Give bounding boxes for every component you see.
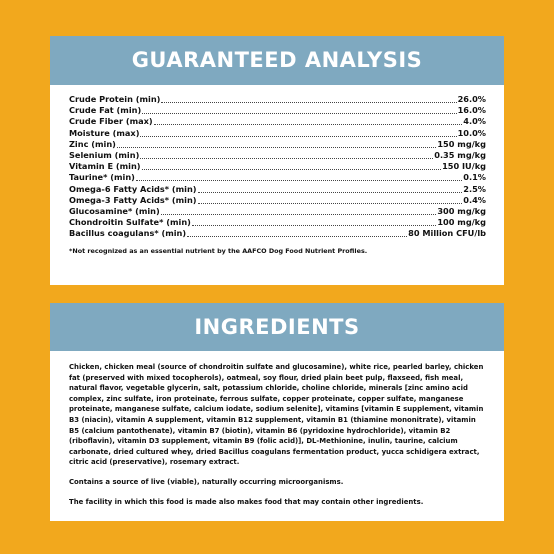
dot-leader xyxy=(154,117,463,125)
dot-leader xyxy=(192,218,436,226)
analysis-row xyxy=(69,172,486,183)
nutrient-name: Omega-6 Fatty Acids* (min) xyxy=(69,183,197,194)
nutrient-value: 100 mg/kg xyxy=(437,217,486,228)
nutrient-name: Bacillus coagulans* (min) xyxy=(69,228,187,239)
nutrient-value: 150 IU/kg xyxy=(442,161,486,172)
ingredients-body xyxy=(50,351,504,507)
analysis-row xyxy=(69,228,486,239)
nutrient-name: Taurine* (min) xyxy=(69,172,135,183)
nutrient-value: 10.0% xyxy=(457,127,486,138)
probiotic-statement: Contains a source of live (viable), naturally occurring microorganisms. xyxy=(69,477,344,486)
guaranteed-analysis-title: GUARANTEED ANALYSIS xyxy=(50,36,504,85)
nutrient-name: Crude Protein (min) xyxy=(69,94,161,104)
nutrient-value: 80 Million CFU/lb xyxy=(408,228,486,239)
nutrient-value: 2.5% xyxy=(463,183,486,194)
dot-leader xyxy=(161,95,456,103)
nutrient-value: 150 mg/kg xyxy=(437,138,486,149)
dot-leader xyxy=(142,106,456,114)
ingredients-title: INGREDIENTS xyxy=(50,303,504,351)
dot-leader xyxy=(140,129,456,137)
dot-leader xyxy=(198,185,463,193)
guaranteed-analysis-panel xyxy=(50,36,504,285)
analysis-row xyxy=(69,94,486,105)
nutrient-name: Crude Fiber (max) xyxy=(69,116,153,127)
nutrient-value: 0.35 mg/kg xyxy=(434,149,486,160)
nutrient-name: Chondroitin Sulfate* (min) xyxy=(69,217,191,228)
nutrient-value: 16.0% xyxy=(457,105,486,116)
nutrient-value: 0.4% xyxy=(463,194,486,205)
nutrient-value: 0.1% xyxy=(463,172,486,183)
analysis-row xyxy=(69,161,486,172)
nutrient-name: Selenium (min) xyxy=(69,149,140,160)
ingredients-list: Chicken, chicken meal (source of chondroitin sulfate and glucosamine), white rice, pearled barley, chicken fat (preserved with mixed tocopherols), oatmeal, soy flour, dried plain beet pulp, flaxseed, fish meal, natural flavor, vegetable glycerin, salt, potassium chloride, choline chloride, minerals [zinc amino acid complex, zinc sulfate, iron proteinate, ferrous sulfate, copper proteinate, copper sulfate, manganese proteinate, manganese sulfate, calcium iodate, sodium selenite], vitamins [vitamin E supplement, vitamin B3 (niacin), vitamin A supplement, vitamin B12 supplement, vitamin B1 (thiamine mononitrate), vitamin B5 (calcium pantothenate), vitamin B7 (biotin), vitamin B6 (pyridoxine hydrochloride), vitamin B2 (riboflavin), vitamin D3 supplement, vitamin B9 (folic acid)], DL-Methionine, inulin, taurine, calcium carbonate, dried cultured whey, dried Bacillus coagulans fermentation product, yucca schidigera extract, citric acid (preservative), rosemary extract. xyxy=(69,363,484,467)
dot-leader xyxy=(161,207,437,215)
nutrient-name: Zinc (min) xyxy=(69,138,116,149)
analysis-row xyxy=(69,105,486,116)
facility-statement: The facility in which this food is made also makes food that may contain other ingredients. xyxy=(69,497,424,506)
analysis-row xyxy=(69,195,486,206)
dot-leader xyxy=(136,173,462,181)
dot-leader xyxy=(142,162,442,170)
nutrient-value: 26.0% xyxy=(457,94,486,104)
analysis-row xyxy=(69,128,486,139)
analysis-row xyxy=(69,206,486,217)
analysis-row xyxy=(69,150,486,161)
analysis-footnote: *Not recognized as an essential nutrient by the AAFCO Dog Food Nutrient Profiles. xyxy=(69,247,368,256)
analysis-row xyxy=(69,116,486,127)
nutrient-name: Moisture (max) xyxy=(69,127,140,138)
dot-leader xyxy=(198,196,463,204)
analysis-table xyxy=(50,85,504,239)
analysis-row xyxy=(69,184,486,195)
nutrient-name: Glucosamine* (min) xyxy=(69,205,160,216)
dot-leader xyxy=(187,229,407,237)
nutrient-name: Crude Fat (min) xyxy=(69,105,142,116)
nutrient-name: Omega-3 Fatty Acids* (min) xyxy=(69,194,197,205)
nutrient-value: 4.0% xyxy=(463,116,486,127)
dot-leader xyxy=(140,151,433,159)
ingredients-panel xyxy=(50,303,504,521)
analysis-row xyxy=(69,139,486,150)
dot-leader xyxy=(117,140,436,148)
analysis-row xyxy=(69,217,486,228)
nutrient-name: Vitamin E (min) xyxy=(69,161,141,172)
nutrient-value: 300 mg/kg xyxy=(437,205,486,216)
